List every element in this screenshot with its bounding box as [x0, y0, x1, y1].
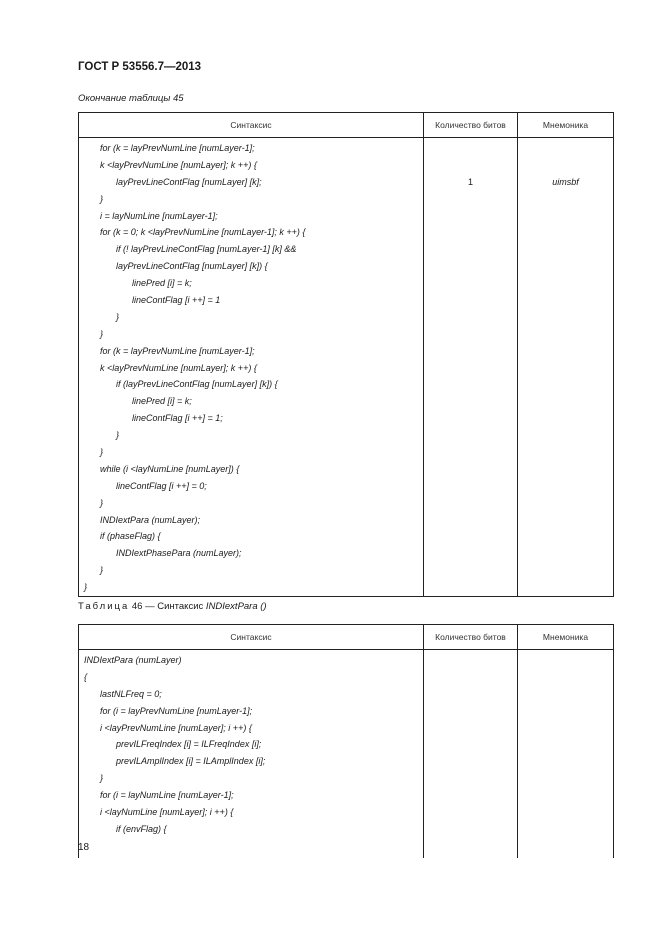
- code-line: if (! layPrevLineContFlag [numLayer-1] [k] &&: [116, 244, 297, 255]
- header-bits: Количество битов: [424, 113, 518, 137]
- page-number: 18: [78, 842, 90, 853]
- table46-header-row: [79, 625, 613, 650]
- code-line: }: [116, 430, 120, 441]
- code-line: i = layNumLine [numLayer-1];: [100, 210, 218, 221]
- code-line: k <layPrevNumLine [numLayer]; k ++) {: [100, 159, 257, 170]
- table46-caption: [78, 601, 267, 612]
- code-line: }: [84, 582, 88, 593]
- code-line: prevILAmplIndex [i] = ILAmplIndex [i];: [116, 756, 266, 767]
- header-mnemonic: Мнемоника: [542, 632, 589, 642]
- table46-mnemonic-column: [518, 650, 613, 858]
- header-bits: Количество битов: [424, 625, 518, 649]
- header-syntax: Синтаксис: [79, 113, 424, 137]
- code-line: lineContFlag [i ++] = 1;: [132, 413, 223, 424]
- code-line: }: [116, 311, 120, 322]
- code-line: if (layPrevLineContFlag [numLayer] [k]) {: [116, 379, 278, 390]
- table46-bits-column: [424, 650, 518, 858]
- code-line: INDIextPara (numLayer): [84, 655, 182, 665]
- table46-caption-func: INDIextPara (): [205, 601, 267, 612]
- header-syntax: Синтаксис: [79, 625, 424, 649]
- code-line: k <layPrevNumLine [numLayer]; k ++) {: [100, 362, 257, 373]
- code-line: for (i = layNumLine [numLayer-1];: [100, 790, 234, 801]
- table45-body: [79, 138, 613, 596]
- code-line: }: [100, 565, 104, 576]
- code-line: for (k = layPrevNumLine [numLayer-1];: [100, 345, 255, 356]
- code-line: for (k = layPrevNumLine [numLayer-1];: [100, 143, 255, 153]
- code-line: i <layNumLine [numLayer]; i ++) {: [100, 807, 234, 818]
- table46: [78, 624, 614, 858]
- code-line: layPrevLineContFlag [numLayer] [k];: [116, 176, 262, 187]
- code-line: INDIextPhasePara (numLayer);: [116, 548, 242, 559]
- mnemonic-value: uimsbf: [552, 176, 579, 187]
- table45-caption: Окончание таблицы 45: [78, 93, 184, 104]
- table45: [78, 112, 614, 597]
- table45-mnemonic-column: [518, 138, 613, 596]
- code-line: prevILFreqIndex [i] = ILFreqIndex [i];: [116, 739, 262, 750]
- code-line: }: [100, 497, 104, 508]
- code-line: linePred [i] = k;: [132, 278, 192, 289]
- table46-syntax-column: [79, 650, 424, 858]
- code-line: for (k = 0; k <layPrevNumLine [numLayer-1]; k ++) {: [100, 227, 306, 238]
- code-line: linePred [i] = k;: [132, 396, 192, 407]
- table46-caption-prefix: Таблица: [78, 601, 130, 612]
- code-line: while (i <layNumLine [numLayer]) {: [100, 463, 240, 474]
- code-line: lastNLFreq = 0;: [100, 688, 162, 699]
- table45-header-row: [79, 113, 613, 138]
- table45-bits-column: [424, 138, 518, 596]
- code-line: lineContFlag [i ++] = 0;: [116, 480, 207, 491]
- code-line: i <layPrevNumLine [numLayer]; i ++) {: [100, 722, 252, 733]
- table46-caption-rest: 46 — Синтаксис: [131, 601, 204, 612]
- bits-value: 1: [467, 176, 473, 187]
- code-line: for (i = layPrevNumLine [numLayer-1];: [100, 705, 253, 716]
- table45-syntax-column: [79, 138, 424, 596]
- code-line: if (envFlag) {: [116, 823, 167, 834]
- table46-body: [79, 650, 613, 858]
- code-line: lineContFlag [i ++] = 1: [132, 295, 221, 306]
- code-line: if (phaseFlag) {: [100, 531, 161, 542]
- code-line: }: [100, 773, 104, 784]
- code-line: layPrevLineContFlag [numLayer] [k]) {: [116, 261, 268, 272]
- code-line: }: [100, 193, 104, 204]
- header-mnemonic: Мнемоника: [542, 120, 589, 130]
- document-title: ГОСТ Р 53556.7—2013: [78, 61, 202, 73]
- code-line: }: [100, 447, 104, 458]
- code-line: {: [84, 671, 88, 682]
- code-line: }: [100, 328, 104, 339]
- code-line: INDIextPara (numLayer);: [100, 514, 201, 525]
